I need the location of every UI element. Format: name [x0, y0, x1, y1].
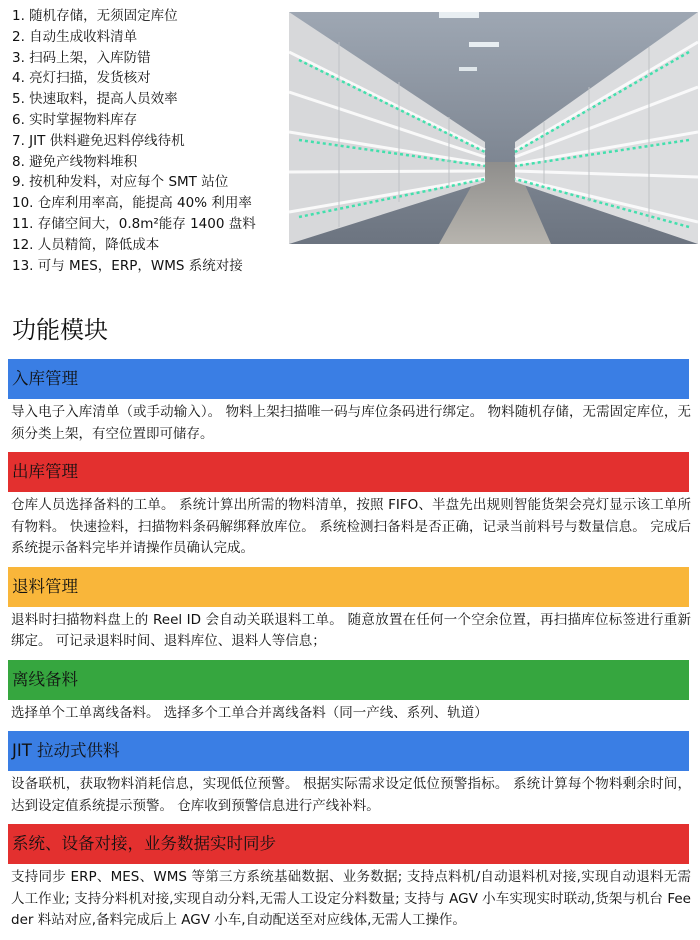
feature-item: 2. 自动生成收料清单 — [12, 28, 138, 45]
warehouse-shelving-photo — [289, 12, 698, 244]
section-title: 功能模块 — [12, 316, 108, 344]
feature-item: 1. 随机存储，无须固定库位 — [12, 8, 178, 24]
module-list — [0, 359, 700, 939]
feature-item: 12. 人员精简，降低成本 — [12, 236, 160, 253]
module-description: 设备联机，获取物料消耗信息，实现低位预警。 根据实际需求设定低位预警指标。 系统计算每个物料剩余时间，达到设定值系统提示预警。 仓库收到预警信息进行产线补料。 — [11, 776, 691, 814]
module-description: 导入电子入库清单（或手动输入）。 物料上架扫描唯一码与库位条码进行绑定。 物料随机存储，无需固定库位，无须分类上架，有空位置即可储存。 — [11, 404, 691, 442]
module-header: 入库管理 — [8, 359, 689, 399]
warehouse-shelving-illustration — [289, 12, 698, 244]
feature-item: 13. 可与 MES，ERP，WMS 系统对接 — [12, 257, 243, 274]
feature-item: 5. 快速取料，提高人员效率 — [12, 91, 178, 108]
feature-item: 10. 仓库利用率高，能提高 40% 利用率 — [12, 195, 252, 212]
feature-item: 4. 亮灯扫描，发货核对 — [12, 70, 151, 87]
feature-item: 3. 扫码上架，入库防错 — [12, 49, 151, 66]
feature-item: 9. 按机种发料，对应每个 SMT 站位 — [12, 174, 229, 191]
module-jit — [0, 731, 700, 817]
module-inbound — [0, 359, 700, 445]
intro-section — [0, 0, 700, 285]
feature-item: 7. JIT 供料避免迟料停线待机 — [12, 132, 185, 149]
module-description: 支持同步 ERP、MES、WMS 等第三方系统基础数据、业务数据; 支持点料机/自动退料机对接,实现自动退料无需人工作业; 支持分料机对接,实现自动分料,无需人工设定分料数量; 支持与 AGV 小车实现实时联动,货架与机台 Feeder 料站对应,备料完成后上 AGV 小车,自动配送至对应线体,无需人工操作。 — [11, 869, 691, 928]
module-header: 离线备料 — [8, 660, 689, 700]
module-integration — [0, 824, 700, 932]
module-header: 系统、设备对接，业务数据实时同步 — [8, 824, 689, 864]
module-outbound — [0, 452, 700, 560]
module-return — [0, 567, 700, 653]
feature-item: 6. 实时掌握物料库存 — [12, 111, 138, 128]
module-description: 选择单个工单离线备料。 选择多个工单合并离线备料（同一产线、系列、轨道） — [11, 704, 488, 721]
module-header: 退料管理 — [8, 567, 689, 607]
module-offline-prep — [0, 660, 700, 725]
feature-list — [12, 6, 256, 276]
feature-item: 11. 存储空间大，0.8m²能存 1400 盘料 — [12, 215, 256, 232]
module-description: 仓库人员选择备料的工单。 系统计算出所需的物料清单，按照 FIFO、半盘先出规则智能货架会亮灯显示该工单所有物料。 快速捡料，扫描物料条码解绑释放库位。 系统检测扫备料是否正确，记录当前料号与数量信息。 完成后系统提示备料完毕并请操作员确认完成。 — [11, 497, 692, 556]
module-description: 退料时扫描物料盘上的 Reel ID 会自动关联退料工单。 随意放置在任何一个空余位置，再扫描库位标签进行重新绑定。 可记录退料时间、退料库位、退料人等信息； — [11, 611, 691, 649]
feature-item: 8. 避免产线物料堆积 — [12, 153, 138, 170]
module-header: JIT 拉动式供料 — [8, 731, 689, 771]
module-header: 出库管理 — [8, 452, 689, 492]
